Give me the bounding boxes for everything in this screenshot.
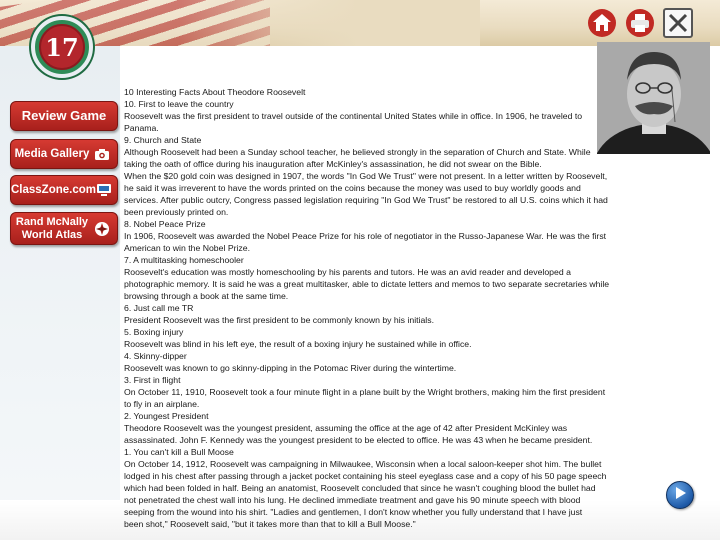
- review-game-label: Review Game: [21, 107, 107, 123]
- fact-text: In 1906, Roosevelt was awarded the Nobel Peace Prize for his role of negotiator in the Russo-Japanese War. He was the first: [124, 231, 607, 241]
- fact-text: Theodore Roosevelt was the youngest president, assuming the office at the age of 42 after President McKinley was: [124, 423, 568, 433]
- fact-text: assassinated. John F. Kennedy was the youngest president to be elected to office. He was 43 when he became president.: [124, 435, 593, 445]
- compass-icon: [93, 222, 111, 236]
- media-gallery-label: Media Gallery: [14, 147, 90, 160]
- fact-text: photographic memory. It is said he was a great multitasker, able to dictate letters and memos to two separate secretaries while: [124, 279, 610, 289]
- fact-text: Roosevelt was known to go skinny-dipping in the Potomac River during the wintertime.: [124, 363, 457, 373]
- fact-text: which had been folded in half. Being an anatomist, Roosevelt concluded that since he wasn't coughing blood the bullet had: [124, 483, 596, 493]
- computer-icon: [96, 183, 112, 197]
- rand-mcnally-label-line2: World Atlas: [21, 228, 83, 241]
- fact-text: Although Roosevelt had been a Sunday school teacher, he believed strongly in the separation of Church and State. While: [124, 147, 591, 157]
- fact-heading: 3. First in flight: [124, 375, 181, 385]
- fact-text: Roosevelt's education was mostly homeschooling by his parents and tutors. He was an avid reader and developed a: [124, 267, 571, 277]
- fact-text: been previously printed on.: [124, 207, 229, 217]
- fact-heading: 2. Youngest President: [124, 411, 209, 421]
- camera-icon: [93, 147, 111, 161]
- fact-heading: 1. You can't kill a Bull Moose: [124, 447, 234, 457]
- fact-text: lodged in his chest after passing through a jacket pocket containing his steel eyeglass case and a copy of his 50 page speech: [124, 471, 607, 481]
- classzone-label: ClassZone.com: [11, 183, 96, 196]
- fact-text: When the $20 gold coin was designed in 1907, the words "In God We Trust" were not present. In a letter written by Roosevelt,: [124, 171, 608, 181]
- review-game-button[interactable]: [10, 101, 118, 131]
- fact-text: Panama.: [124, 123, 159, 133]
- home-icon[interactable]: [587, 8, 617, 38]
- article-text: [124, 86, 687, 530]
- fact-text: President Roosevelt was the first president to be commonly known by his initials.: [124, 315, 434, 325]
- fact-text: he said it was irreverent to have the words printed on the coins because the money was used to buy worldly goods and: [124, 183, 581, 193]
- fact-text: American to win the Nobel Prize.: [124, 243, 251, 253]
- next-button[interactable]: [666, 481, 694, 509]
- print-icon[interactable]: [625, 8, 655, 38]
- fact-heading: 6. Just call me TR: [124, 303, 194, 313]
- rand-mcnally-button[interactable]: [10, 212, 118, 245]
- fact-heading: 7. A multitasking homeschooler: [124, 255, 244, 265]
- fact-text: taking the oath of office during his inauguration after McKinley's assassination, he did not swear on the Bible.: [124, 159, 542, 169]
- fact-heading: 9. Church and State: [124, 135, 202, 145]
- fact-text: to fly in an airplane.: [124, 399, 200, 409]
- fact-text: On October 11, 1910, Roosevelt took a four minute flight in a plane built by the Wright brothers, making him the first president: [124, 387, 606, 397]
- fact-text: not penetrated the chest wall into his lung. He declined immediate treatment and gave his 90 minute speech with blood: [124, 495, 581, 505]
- fact-text: seeping from the wound into his shirt. "Ladies and gentlemen, I don't know whether you fully understand that I have just: [124, 507, 583, 517]
- chapter-badge: [31, 16, 93, 78]
- fact-text: browsing through a book at the same time.: [124, 291, 289, 301]
- fact-heading: 8. Nobel Peace Prize: [124, 219, 206, 229]
- rand-mcnally-label-line1: Rand McNally: [15, 216, 89, 229]
- fact-text: services. After public outcry, Congress passed legislation requiring "In God We Trust" be restored to all U.S. coins which it had: [124, 195, 608, 205]
- fact-text: Roosevelt was blind in his left eye, the result of a boxing injury he sustained while in office.: [124, 339, 472, 349]
- classzone-button[interactable]: [10, 175, 118, 205]
- fact-heading: 10. First to leave the country: [124, 99, 234, 109]
- chapter-number: 17: [39, 24, 85, 70]
- fact-text: been shot," Roosevelt said, "but it takes more than that to kill a Bull Moose.": [124, 519, 416, 529]
- media-gallery-button[interactable]: [10, 139, 118, 169]
- fact-text: Roosevelt was the first president to travel outside of the continental United States while in office. In 1906, he traveled to: [124, 111, 583, 121]
- close-icon[interactable]: [663, 8, 693, 38]
- article-title: 10 Interesting Facts About Theodore Roosevelt: [124, 87, 306, 97]
- fact-text: On October 14, 1912, Roosevelt was campaigning in Milwaukee, Wisconsin when a local saloon-keeper shot him. The bullet: [124, 459, 602, 469]
- fact-heading: 5. Boxing injury: [124, 327, 184, 337]
- next-arrow-icon: [673, 486, 687, 505]
- fact-heading: 4. Skinny-dipper: [124, 351, 187, 361]
